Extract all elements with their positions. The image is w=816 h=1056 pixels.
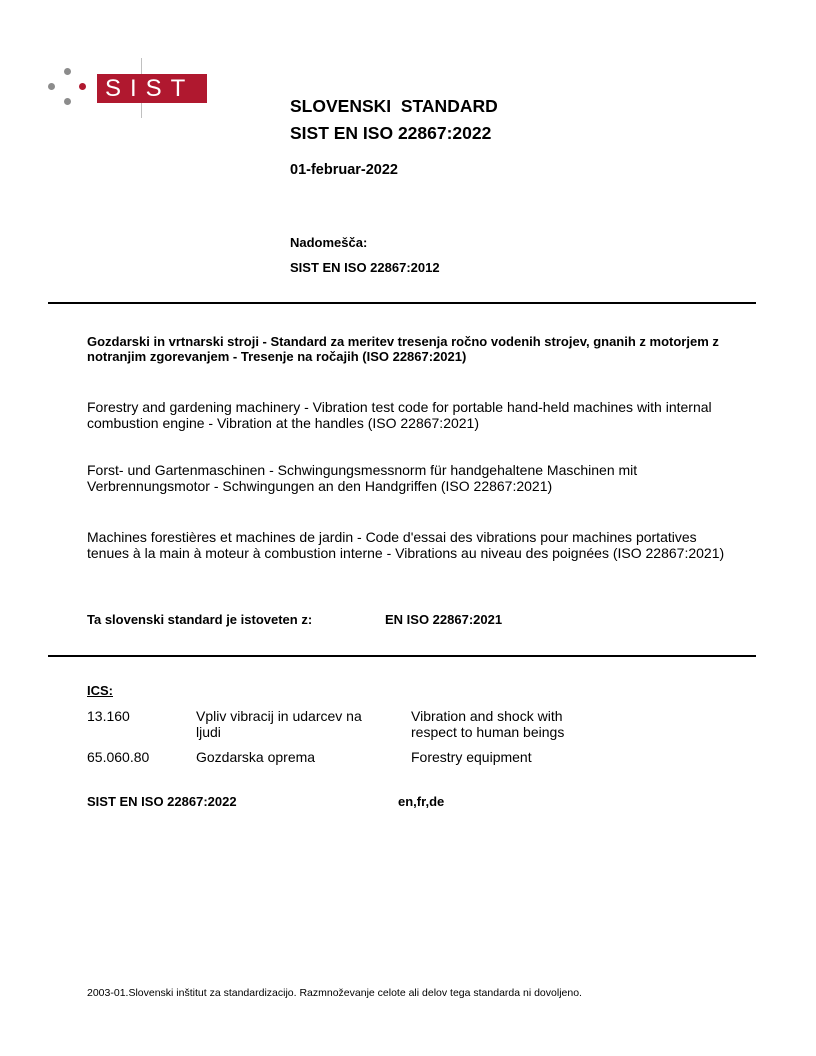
title-german: Forst- und Gartenmaschinen - Schwingungsmessnorm für handgehaltene Maschinen mit Verbrennungsmotor - Schwingungen an den Handgriffen (ISO 22867:2021) xyxy=(87,462,638,494)
logo-dot xyxy=(64,68,71,75)
title-english: Forestry and gardening machinery - Vibration test code for portable hand-held machines with internal combustion engine - Vibration at the handles (ISO 22867:2021) xyxy=(87,399,712,431)
logo-dot xyxy=(48,83,55,90)
divider xyxy=(48,302,756,304)
copyright-notice: 2003-01.Slovenski inštitut za standardizacijo. Razmnoževanje celote ali delov tega standarda ni dovoljeno. xyxy=(87,987,582,999)
divider xyxy=(48,655,756,657)
publication-date: 01-februar-2022 xyxy=(290,162,398,178)
footer-languages: en,fr,de xyxy=(398,794,445,809)
logo-text: SIST xyxy=(97,74,207,103)
logo-dot xyxy=(64,98,71,105)
identical-value: EN ISO 22867:2021 xyxy=(385,612,503,627)
title-slovenian: Gozdarski in vrtnarski stroji - Standard za meritev tresenja ročno vodenih strojev, gnanih z motorjem z notranjim zgorevanjem - Tresenje na ročajih (ISO 22867:2021) xyxy=(87,334,719,364)
ics-description-en: Vibration and shock with respect to human beings xyxy=(411,708,565,740)
title-french: Machines forestières et machines de jardin - Code d'essai des vibrations pour machines portatives tenues à la main à moteur à combustion interne - Vibrations au niveau des poignées (ISO 22867:2021) xyxy=(87,529,725,561)
standard-number: SIST EN ISO 22867:2022 xyxy=(290,123,492,143)
ics-description-en: Forestry equipment xyxy=(411,749,532,765)
ics-description-sl: Vpliv vibracij in udarcev na ljudi xyxy=(196,708,362,740)
replaces-label: Nadomešča: xyxy=(290,235,368,250)
ics-description-sl: Gozdarska oprema xyxy=(196,749,316,765)
ics-code: 13.160 xyxy=(87,708,130,724)
footer-standard-number: SIST EN ISO 22867:2022 xyxy=(87,794,237,809)
identical-label: Ta slovenski standard je istoveten z: xyxy=(87,612,313,627)
ics-heading: ICS: xyxy=(87,683,113,698)
logo-dot xyxy=(79,83,86,90)
standard-type: SLOVENSKI STANDARD xyxy=(290,96,498,116)
replaces-value: SIST EN ISO 22867:2012 xyxy=(290,260,440,275)
ics-code: 65.060.80 xyxy=(87,749,150,765)
sist-logo xyxy=(46,66,206,120)
